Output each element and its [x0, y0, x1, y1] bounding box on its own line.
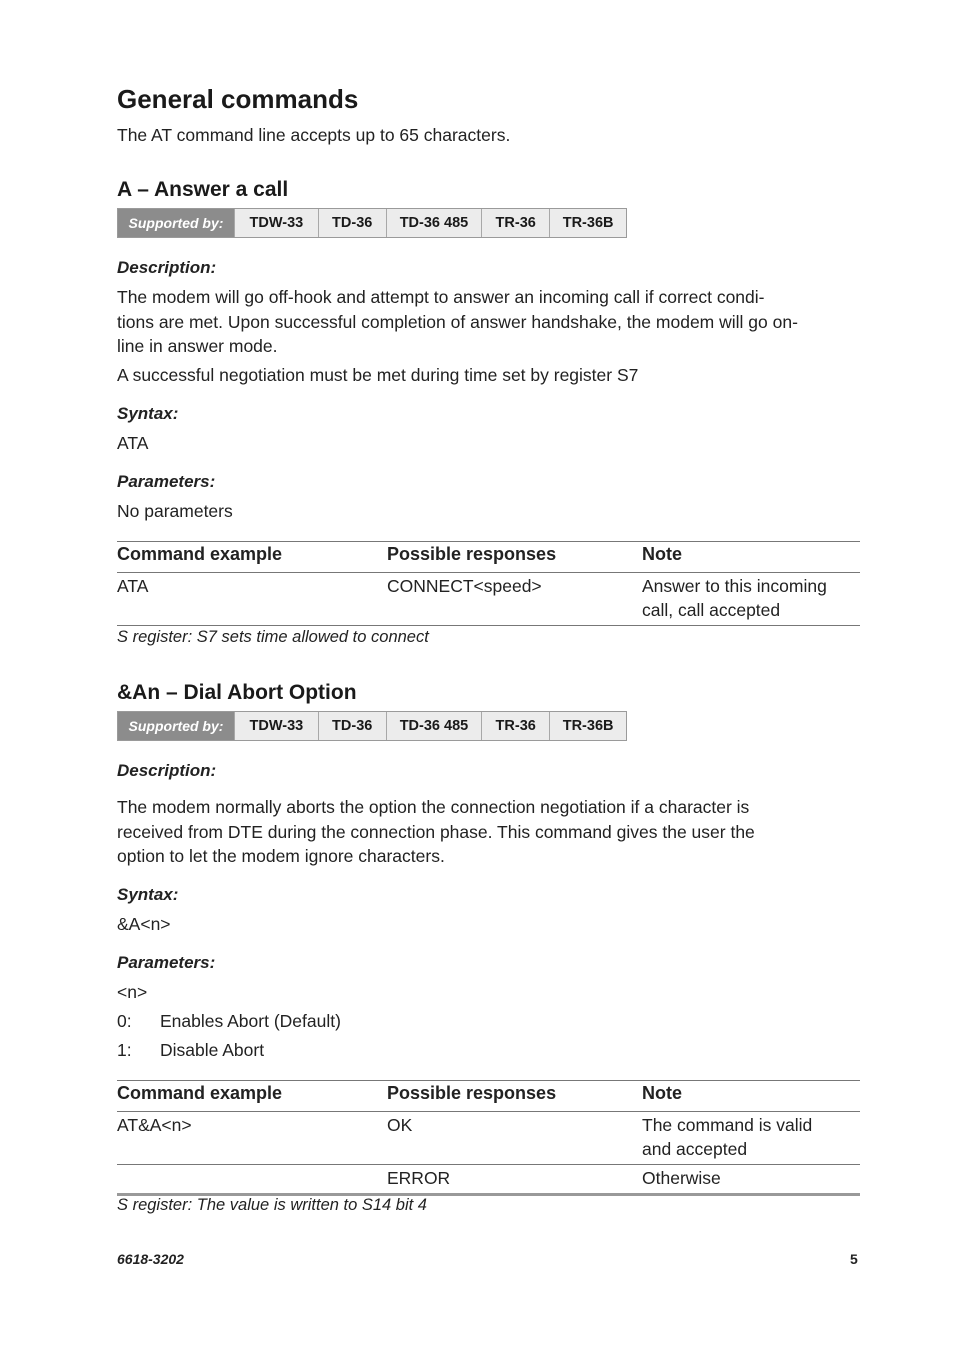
model-td-36: TD-36	[318, 209, 386, 237]
section-a-title: A – Answer a call	[117, 178, 289, 201]
table-header-row	[117, 542, 860, 573]
description-line: The modem normally aborts the option the connection negotiation if a character is	[117, 797, 750, 817]
page-number: 5	[850, 1251, 858, 1267]
header-possible-responses: Possible responses	[387, 542, 642, 573]
syntax-an: &A<n>	[117, 914, 171, 934]
model-td-36-485: TD-36 485	[386, 712, 482, 740]
doc-number: 6618-3202	[117, 1251, 184, 1267]
cell-note	[642, 573, 860, 626]
description-label-an: Description:	[117, 761, 217, 780]
note-line: Otherwise	[642, 1168, 721, 1188]
page-title: General commands	[117, 84, 359, 114]
cell-command: ATA	[117, 573, 387, 626]
description-line: line in answer mode.	[117, 336, 278, 356]
description-line: The modem will go off-hook and attempt to answer an incoming call if correct condi-	[117, 287, 765, 307]
command-table-a	[117, 541, 860, 626]
param-value: Disable Abort	[160, 1040, 265, 1060]
description-a-2: A successful negotiation must be met during time set by register S7	[117, 365, 639, 385]
param-value: Enables Abort (Default)	[160, 1011, 341, 1031]
cell-note	[642, 1165, 860, 1195]
description-line: received from DTE during the connection phase. This command gives the user the	[117, 821, 755, 842]
header-possible-responses: Possible responses	[387, 1081, 642, 1112]
note-line: Answer to this incoming	[642, 576, 827, 596]
param-key: 1:	[117, 1040, 132, 1060]
header-command-example: Command example	[117, 542, 387, 573]
description-line: option to let the modem ignore characters.	[117, 846, 445, 866]
header-note: Note	[642, 542, 860, 573]
supported-by-label: Supported by:	[118, 209, 234, 237]
syntax-label-an: Syntax:	[117, 885, 179, 904]
param-item-1	[117, 1038, 264, 1062]
intro-text: The AT command line accepts up to 65 characters.	[117, 125, 511, 145]
param-key: 0:	[117, 1011, 132, 1031]
cell-response: ERROR	[387, 1165, 642, 1195]
model-tr-36: TR-36	[481, 712, 549, 740]
syntax-a: ATA	[117, 433, 149, 453]
parameters-label-a: Parameters:	[117, 472, 216, 491]
table-row	[117, 1112, 860, 1165]
model-tr-36b: TR-36B	[549, 712, 626, 740]
supported-by-bar-an	[117, 711, 627, 741]
s-register-an: S register: The value is written to S14 bit 4	[117, 1196, 427, 1214]
model-td-36: TD-36	[318, 712, 386, 740]
model-tr-36: TR-36	[481, 209, 549, 237]
supported-by-label: Supported by:	[118, 712, 234, 740]
note-line: The command is valid	[642, 1115, 813, 1135]
cell-response: OK	[387, 1112, 642, 1165]
s-register-a: S register: S7 sets time allowed to connect	[117, 628, 429, 646]
model-tr-36b: TR-36B	[549, 209, 626, 237]
description-an	[117, 795, 860, 869]
table-row	[117, 573, 860, 626]
supported-by-bar-a	[117, 208, 627, 238]
description-a	[117, 285, 860, 359]
header-note: Note	[642, 1081, 860, 1112]
cell-command: AT&A<n>	[117, 1112, 387, 1165]
cell-command	[117, 1165, 387, 1195]
cell-response: CONNECT<speed>	[387, 573, 642, 626]
param-item-0	[117, 1009, 341, 1033]
param-name: <n>	[117, 982, 148, 1002]
table-row	[117, 1165, 860, 1195]
description-label-a: Description:	[117, 258, 217, 277]
description-line: tions are met. Upon successful completion of answer handshake, the modem will go on-	[117, 311, 798, 332]
note-line: call, call accepted	[642, 600, 781, 620]
model-td-36-485: TD-36 485	[386, 209, 482, 237]
model-tdw-33: TDW-33	[234, 712, 318, 740]
parameters-label-an: Parameters:	[117, 953, 216, 972]
note-line: and accepted	[642, 1139, 748, 1159]
section-an-title: &An – Dial Abort Option	[117, 681, 357, 704]
table-header-row	[117, 1081, 860, 1112]
syntax-label-a: Syntax:	[117, 404, 179, 423]
model-tdw-33: TDW-33	[234, 209, 318, 237]
parameters-a: No parameters	[117, 501, 233, 521]
command-table-an	[117, 1080, 860, 1196]
header-command-example: Command example	[117, 1081, 387, 1112]
cell-note	[642, 1112, 860, 1165]
